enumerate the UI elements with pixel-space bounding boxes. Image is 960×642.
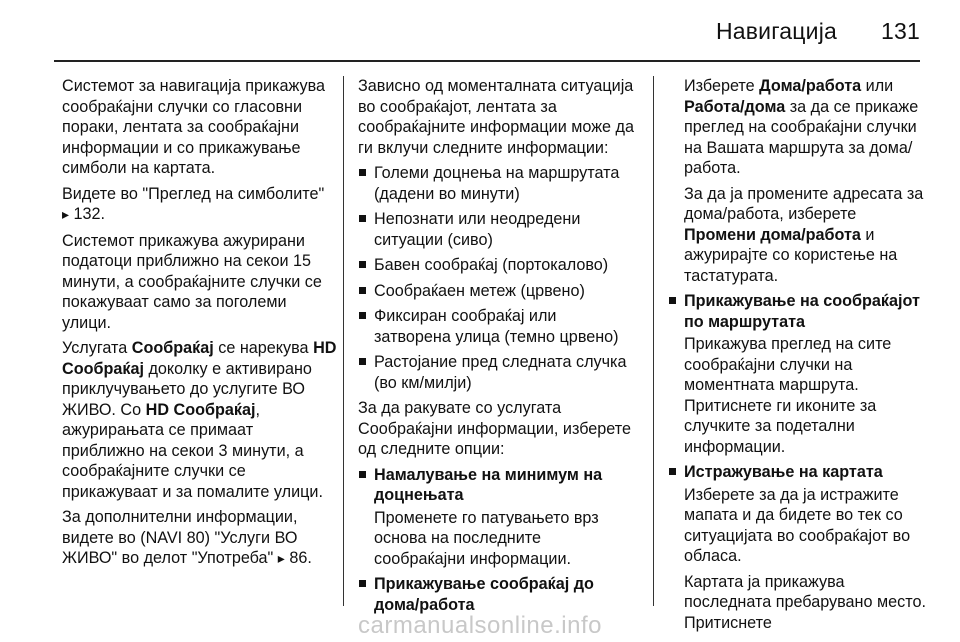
list-item: Фиксиран сообраќај или затворена улица (темно црвено) [358, 306, 634, 347]
text: Услугата [62, 339, 132, 357]
paragraph [62, 184, 340, 226]
option-description: Изберете за да ја истражите мапата и да бидете во тек со ситуацијата во сообраќајот во обласа. [684, 485, 911, 565]
option-title: Намалување на минимум на доцнењата [374, 465, 603, 504]
text: , ажурирањата се примаат приближно на секои 3 минути, а сообраќајните случки се прикажуваат и за помалите улици. [62, 400, 323, 501]
text: доколку е активирано приклучувањето до услугите ВО ЖИВО. Со [62, 359, 312, 419]
bold-term: Дома/работа [759, 77, 862, 95]
option-item [358, 465, 634, 570]
text: и ажурирајте со користење на тастатурата. [684, 225, 898, 285]
column-2 [358, 76, 634, 620]
header-rule [54, 60, 920, 62]
page-ref-arrow-icon: ▸ [62, 207, 70, 223]
page-ref-arrow-icon: ▸ [277, 551, 285, 567]
list-item: Сообраќаен метеж (црвено) [358, 281, 634, 302]
paragraph [62, 338, 340, 502]
list-item: Растојание пред следната случка (во км/милји) [358, 352, 634, 393]
paragraph: Системот за навигација прикажува сообраќајни случки со гласовни пораки, лентата за сообраќајни информации и со прикажувањe симболи на картата. [62, 77, 325, 177]
list-item: Големи доцнења на маршрутата (дадени во минути) [358, 163, 634, 204]
option-title: Прикажување на сообраќајот по маршрутата [684, 292, 920, 331]
bold-term: Сообраќај [131, 339, 214, 357]
column-divider [343, 76, 344, 606]
text: За да ја промените адресата за дома/работа, изберете [684, 184, 924, 223]
paragraph: Системот прикажува ажурирани податоци приближно на секои 15 минути, а сообраќајните случки се покажуваат само за поголеми улици. [62, 231, 322, 332]
paragraph [62, 507, 340, 570]
column-divider [653, 76, 654, 606]
page-title: Навигација [715, 18, 838, 44]
paragraph [684, 184, 930, 287]
option-description: Променете го патувањето врз основа на последните сообраќајни информации. [374, 508, 599, 568]
paragraph: За да ракувате со услугата Сообраќајни информации, изберете од следните опции: [358, 399, 631, 458]
option-item [668, 462, 930, 633]
option-item [668, 291, 930, 457]
list-item: Непознати или неодредени ситуации (сиво) [358, 209, 634, 250]
option-description: Картата ја прикажува последната пребарувано место. Притиснете [684, 572, 926, 632]
page-header [716, 18, 920, 45]
option-title: Истражување на картата [684, 463, 883, 481]
page-ref[interactable]: 86. [289, 549, 312, 567]
option-description: Прикажува преглед на сите сообраќајни случки на моментната маршрута. Притиснете ги иконите за случките за подетални информации. [684, 335, 892, 456]
bold-term: Работа/дома [684, 97, 786, 116]
text: Изберете [684, 77, 760, 95]
column-3 [668, 76, 930, 638]
text: за да се прикаже преглед на сообраќајни случки на Вашата маршрута за дома/ работа. [684, 97, 919, 177]
bold-term: HD Сообраќај [145, 400, 256, 419]
paragraph-text: Видете во "Преглед на симболите" [62, 184, 325, 203]
page-ref[interactable]: 132. [73, 205, 106, 223]
option-item [358, 574, 634, 615]
paragraph-text: За дополнителни информации, видете во (NAVI 80) "Услуги ВО ЖИВО" во делот "Употреба" [62, 508, 298, 567]
watermark: carmanualsonline.info [358, 612, 602, 639]
text: се нарекува [213, 339, 314, 357]
bold-term: HD Сообраќај [62, 339, 337, 378]
page-number: 131 [881, 18, 920, 44]
list-item: Бавен сообраќај (портокалово) [358, 255, 634, 276]
option-title: Прикажување сообраќај до дома/работа [374, 575, 594, 614]
text: или [861, 77, 894, 95]
option-list [358, 465, 634, 616]
paragraph [684, 76, 930, 179]
column-1 [62, 76, 340, 575]
bold-term: Промени дома/работа [684, 225, 861, 244]
paragraph: Зависно од моменталната ситуација во сообраќајот, лентата за сообраќајните информации може да ги вклучи следните информации: [358, 77, 634, 157]
info-list [358, 163, 634, 393]
option-continuation [668, 76, 930, 286]
option-list [668, 291, 930, 633]
